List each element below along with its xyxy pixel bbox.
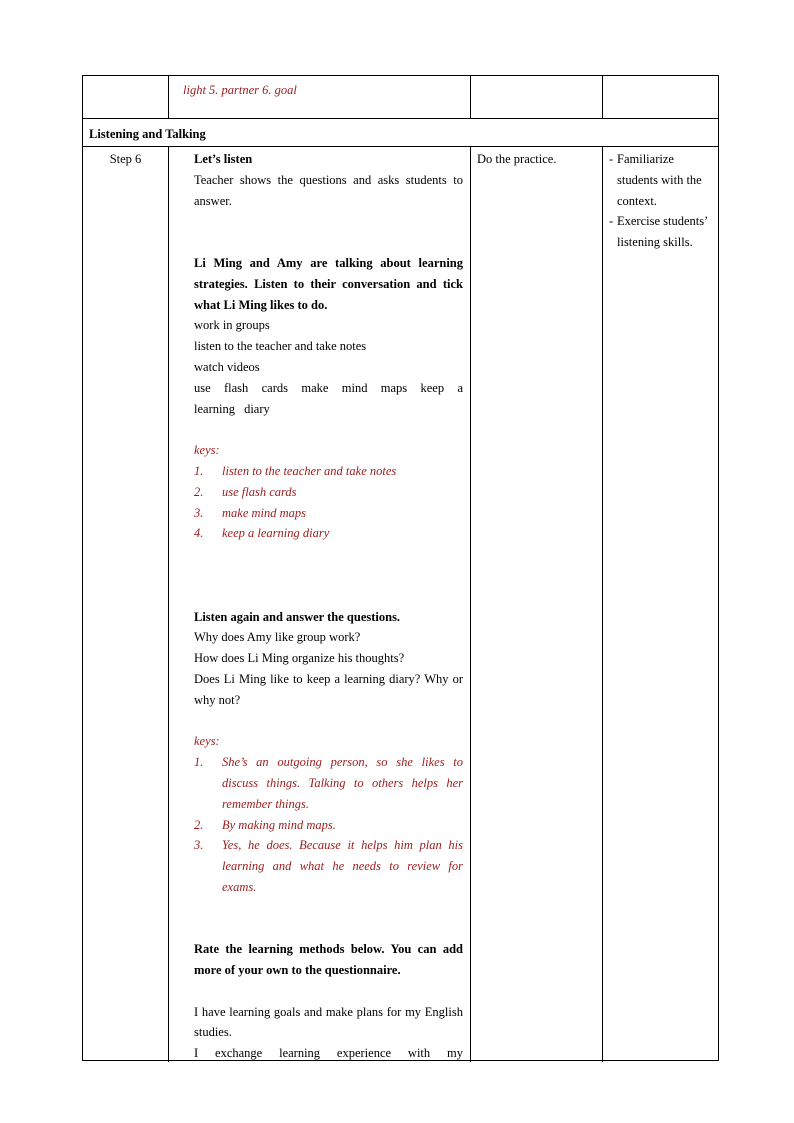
option-item: listen to the teacher and take notes [194, 339, 367, 354]
key-item: 2. By making mind maps. [194, 817, 336, 832]
question-item: Why does Amy like group work? [194, 630, 361, 645]
purpose-column [609, 149, 717, 253]
column-divider [470, 146, 471, 1062]
key-item: 3. make mind maps [194, 505, 307, 520]
column-divider [168, 146, 169, 1062]
previous-keys-text: light 5. partner 6. goal [183, 83, 297, 97]
purpose-item: - Familiarize students with the context. [609, 152, 702, 208]
intro-text: Teacher shows the questions and asks students to answer. [194, 172, 463, 208]
task3-instruction: Rate the learning methods below. You can add more of your own to the questionnaire. [194, 942, 463, 978]
key-item: 2. use flash cards [194, 484, 297, 499]
key-item: 4. keep a learning diary [194, 526, 330, 541]
questionnaire-item: I have learning goals and make plans for my English studies. [194, 1004, 463, 1040]
purpose-list [609, 149, 717, 253]
question-item: Does Li Ming like to keep a learning diary? Why or why not? [194, 671, 463, 707]
column-divider [602, 76, 603, 118]
option-item: watch videos [194, 359, 260, 374]
option-item: work in groups [194, 318, 270, 333]
student-activity: Do the practice. [477, 152, 557, 166]
lesson-plan-table [82, 75, 719, 1061]
column-divider [470, 76, 471, 118]
teacher-activity [194, 149, 463, 1064]
question-item: How does Li Ming organize his thoughts? [194, 651, 405, 666]
section-title: Listening and Talking [89, 127, 206, 141]
key-item: 1. She’s an outgoing person, so she likes to discuss things. Talking to others helps her remember things. [194, 755, 463, 811]
task1-instruction: Li Ming and Amy are talking about learning strategies. Listen to their conversation and tick what Li Ming likes to do. [194, 255, 463, 312]
key-item: 1. listen to the teacher and take notes [194, 463, 397, 478]
task2-keys-list [194, 752, 463, 898]
row-divider [83, 118, 718, 119]
keys-label: keys: [194, 734, 220, 749]
key-item: 3. Yes, he does. Because it helps him plan his learning and what he needs to review for exams. [194, 838, 463, 894]
row-divider [83, 146, 718, 147]
listen-heading: Let’s listen [194, 152, 253, 166]
column-divider [602, 146, 603, 1062]
keys-label: keys: [194, 443, 220, 458]
task1-keys-list [194, 461, 463, 544]
purpose-item: - Exercise students’ listening skills. [609, 214, 708, 250]
option-item: use flash cards make mind maps keep a learning diary [194, 380, 463, 416]
column-divider [168, 76, 169, 118]
step-label: Step 6 [109, 152, 142, 166]
questionnaire-item: I exchange learning experience with my [194, 1046, 463, 1061]
task2-instruction: Listen again and answer the questions. [194, 609, 401, 624]
